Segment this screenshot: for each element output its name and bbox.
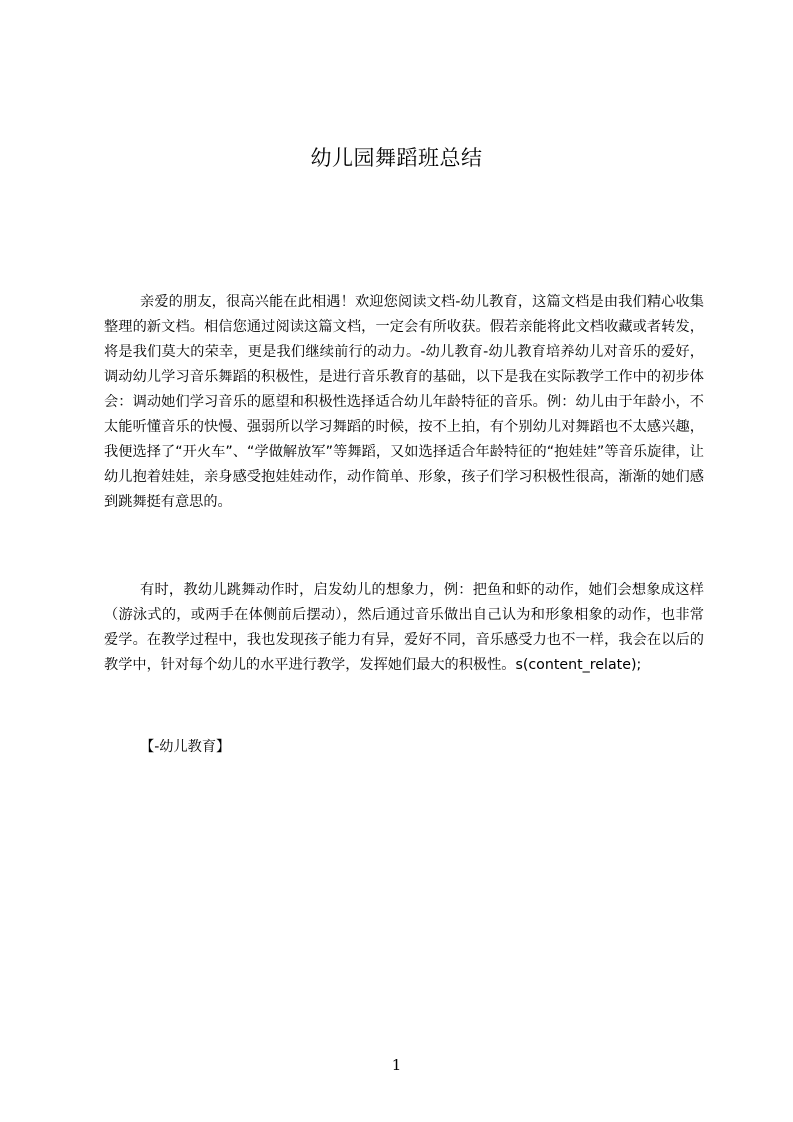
document-title: 幼儿园舞蹈班总结 — [310, 146, 483, 170]
body-paragraph-1: 亲爱的朋友，很高兴能在此相遇！欢迎您阅读文档-幼儿教育，这篇文档是由我们精心收集整理的新文档。相信您通过阅读这篇文档，一定会有所收获。假若亲能将此文档收藏或者转发，将是我们莫大的荣幸，更是我们继续前行的动力。-幼儿教育-幼儿教育培养幼儿对音乐的爱好，调动幼儿学习音乐舞蹈的积极性，是进行音乐教育的基础，以下是我在实际教学工作中的初步体会：调动她们学习音乐的愿望和积极性选择适合幼儿年龄特征的音乐。例：幼儿由于年龄小，不太能听懂音乐的快慢、强弱所以学习舞蹈的时候，按不上拍，有个别幼儿对舞蹈也不太感兴趣，我便选择了“开火车”、“学做解放军”等舞蹈，又如选择适合年龄特征的“抱娃娃”等音乐旋律，让幼儿抱着娃娃，亲身感受抱娃娃动作，动作简单、形象，孩子们学习积极性很高，渐渐的她们感到跳舞挺有意思的。 — [104, 294, 704, 510]
page-number: 1 — [391, 1056, 402, 1074]
category-tag: 【-幼儿教育】 — [140, 739, 231, 755]
body-paragraph-2: 有时，教幼儿跳舞动作时，启发幼儿的想象力，例：把鱼和虾的动作，她们会想象成这样（游泳式的，或两手在体侧前后摆动），然后通过音乐做出自己认为和形象相象的动作，也非常爱学。在教学过程中，我也发现孩子能力有异，爱好不同，音乐感受力也不一样，我会在以后的教学中，针对每个幼儿的水平进行教学，发挥她们最大的积极性。s(content_relate); — [104, 582, 704, 673]
